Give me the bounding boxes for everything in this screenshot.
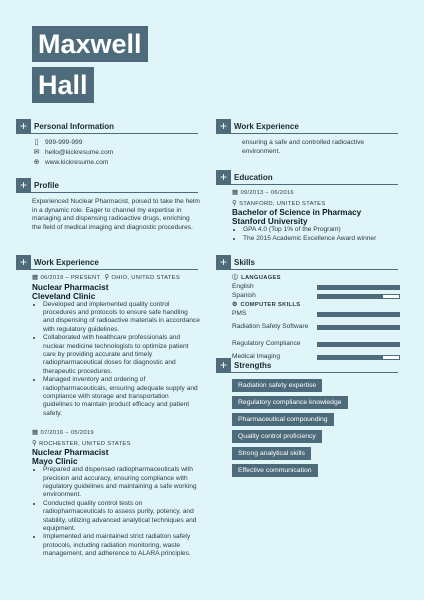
list-item: • Conducted quality control tests on radiopharmaceuticals to assess purity, potency, and stability, utilizing advanced analytical techniques and equipment. xyxy=(43,500,200,534)
work-title-left: Work Experience xyxy=(34,257,99,267)
education-school: Stanford University xyxy=(232,217,308,227)
calendar-icon: ▦ xyxy=(32,274,39,281)
list-item: • The 2015 Academic Excellence Award winner xyxy=(243,235,398,243)
list-item: • Managed inventory and ordering of radiopharmaceuticals, ensuring adequate supply and compliance with storage and transportation guidelines to maintain product efficacy and patient safety. xyxy=(43,376,200,418)
plus-icon: + xyxy=(216,119,231,134)
job-2-location: ROCHESTER, UNITED STATES xyxy=(39,440,131,447)
education-degree: Bachelor of Science in Pharmacy xyxy=(232,208,362,218)
skill-name: Spanish xyxy=(232,292,256,300)
skill-level-fill xyxy=(318,286,399,289)
contact-email-row xyxy=(32,148,113,158)
skills-block xyxy=(232,274,400,362)
mail-icon: ✉ xyxy=(33,148,40,156)
skill-row xyxy=(232,319,400,336)
strength-tag: Radiation safety expertise xyxy=(232,379,322,392)
skill-level-fill xyxy=(318,295,383,298)
personal-info-header xyxy=(16,119,198,134)
plus-icon: + xyxy=(16,255,31,270)
globe-icon: ⊕ xyxy=(33,158,40,166)
contact-phone: 999-999-999 xyxy=(45,138,83,146)
name-first: Maxwell xyxy=(32,26,148,62)
skill-level-fill xyxy=(318,313,399,316)
skill-level-bar xyxy=(317,325,400,330)
education-location: STANFORD, UNITED STATES xyxy=(239,200,326,207)
name-last: Hall xyxy=(32,67,94,103)
skill-level-bar xyxy=(317,312,400,317)
languages-label: LANGUAGES xyxy=(241,275,281,282)
education-dates-row xyxy=(232,189,398,198)
list-item: • GPA 4.0 (Top 1% of the Program) xyxy=(243,226,398,234)
skill-row xyxy=(232,283,400,292)
education-bullets xyxy=(232,226,398,243)
contact-phone-row xyxy=(32,138,113,148)
location-pin-icon: ⚲ xyxy=(32,439,38,447)
strengths-header xyxy=(216,358,398,373)
profile-header xyxy=(16,178,198,193)
plus-icon: + xyxy=(16,119,31,134)
skill-name: Regulatory Compliance xyxy=(232,340,301,348)
job-2-meta-location xyxy=(32,440,200,449)
strength-tag: Effective communication xyxy=(232,464,318,477)
plus-icon: + xyxy=(16,178,31,193)
strength-tag: Pharmaceutical compounding xyxy=(232,413,334,426)
work-header-left xyxy=(16,255,198,270)
skill-row xyxy=(232,292,400,301)
strengths-title: Strengths xyxy=(234,360,272,370)
languages-list xyxy=(232,283,400,301)
phone-icon: ▯ xyxy=(34,138,39,146)
job-1-dates: 06/2019 – PRESENT xyxy=(40,275,101,281)
skill-level-bar xyxy=(317,294,400,299)
job-1-title: Nuclear Pharmacist xyxy=(32,282,109,292)
profile-title: Profile xyxy=(34,180,59,190)
skill-name: English xyxy=(232,283,254,291)
education-location-row xyxy=(232,200,398,209)
skills-title: Skills xyxy=(234,257,255,267)
calendar-icon: ▦ xyxy=(232,189,239,196)
skill-level-bar xyxy=(317,342,400,347)
calendar-icon: ▦ xyxy=(32,429,39,436)
strength-tag: Regulatory compliance knowledge xyxy=(232,396,348,409)
computer-skills-list xyxy=(232,310,400,362)
gear-icon: ⚙ xyxy=(232,302,238,309)
languages-subhead xyxy=(232,274,400,283)
education-dates: 09/2013 – 06/2016 xyxy=(240,190,294,196)
job-2-title: Nuclear Pharmacist xyxy=(32,448,109,458)
job-2 xyxy=(32,429,200,559)
profile-text: Experienced Nuclear Pharmacist, poised to take the helm in a dynamic role. Eager to channel my expertise in managing and dispensing radioactive drugs, enriching the field of medical imaging and diagnostic procedures. xyxy=(32,198,200,231)
contact-email: hello@kickresume.com xyxy=(45,148,114,156)
work-header-right xyxy=(216,119,398,134)
job-1-company: Cleveland Clinic xyxy=(32,291,96,301)
list-item: • Collaborated with healthcare professionals and nuclear medicine technologists to optimize patient care by providing accurate and timely radiopharmaceutical doses for diagnostic and therapeutic procedures. xyxy=(43,334,200,376)
strength-tag: Quality control proficiency xyxy=(232,430,322,443)
skill-row xyxy=(232,310,400,319)
education-title: Education xyxy=(234,172,273,182)
skills-header xyxy=(216,255,398,270)
contact-web: www.kickresume.com xyxy=(45,158,109,166)
job-1-bullets xyxy=(32,301,200,419)
location-pin-icon: ⚲ xyxy=(232,199,238,207)
plus-icon: + xyxy=(216,255,231,270)
job-2-bullets xyxy=(32,466,200,558)
job-1-location: OHIO, UNITED STATES xyxy=(111,275,181,281)
strength-tag: Strong analytical skills xyxy=(232,447,311,460)
job-2-company: Mayo Clinic xyxy=(32,457,78,467)
education-header xyxy=(216,170,398,185)
computer-label: COMPUTER SKILLS xyxy=(240,302,301,309)
list-item: • Prepared and dispensed radiopharmaceuticals with precision and accuracy, ensuring compliance with regulatory guidelines and maintaining a safe working environment. xyxy=(43,466,200,500)
plus-icon: + xyxy=(216,358,231,373)
skill-row xyxy=(232,336,400,353)
education-entry xyxy=(232,189,398,243)
job-2-meta xyxy=(32,429,200,438)
list-item: • Implemented and maintained strict radiation safety protocols, including radiation monitoring, waste management, and adherence to ALARA principles. xyxy=(43,533,200,558)
info-icon: ⓘ xyxy=(232,275,239,282)
skill-name: Radiation Safety Software xyxy=(232,323,309,331)
skill-level-bar xyxy=(317,285,400,290)
contact-web-row xyxy=(32,158,113,168)
plus-icon: + xyxy=(216,170,231,185)
contact-block xyxy=(32,138,113,168)
job-2-continued: ensuring a safe and controlled radioactive environment. xyxy=(242,139,365,155)
personal-info-title: Personal Information xyxy=(34,121,115,131)
skill-name: PMS xyxy=(232,310,247,318)
skill-name: Medical Imaging xyxy=(232,353,281,361)
job-1-meta xyxy=(32,274,200,283)
location-pin-icon: ⚲ xyxy=(104,274,110,281)
work-title-right: Work Experience xyxy=(234,121,299,131)
list-item: • Developed and implemented quality control procedures and protocols to ensure safe handling and dispensing of radioactive materials in accordance with regulatory guidelines. xyxy=(43,301,200,335)
job-1 xyxy=(32,274,200,418)
computer-subhead xyxy=(232,301,400,310)
job-2-dates: 07/2016 – 05/2019 xyxy=(40,430,94,436)
skill-level-fill xyxy=(318,326,399,329)
skill-level-fill xyxy=(318,343,399,346)
